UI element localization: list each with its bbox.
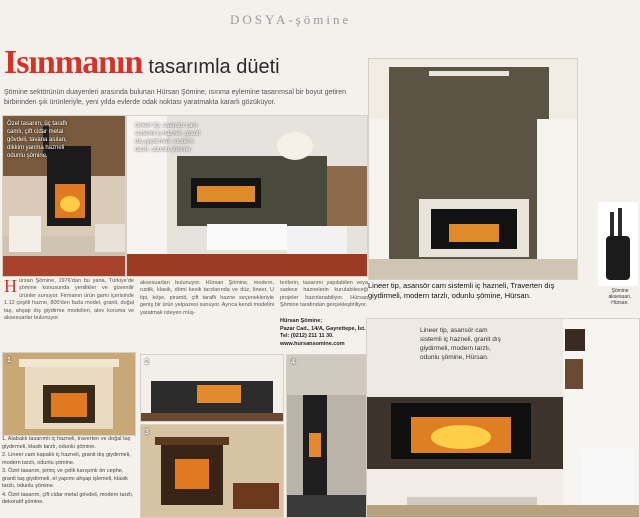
article-title <box>4 44 364 82</box>
photo2-caption: Lineer tip, asansör cam sistemli iç hazneli, granit dış giydirmeli, modern tarzlı, odunlu şömine. <box>135 123 201 153</box>
section-header: DOSYA-şömine <box>230 12 352 27</box>
body-col1-text: ürsan Şömine, 1976'dan bu yana, Türkiye'de şömine konusunda yenilikler ve güvenilir ürünler sunuyor. Firmanın ürün gamı içerisinde 1.12 çeşitli hazne, 800'den fazla model, granit, doğal taş, ahşap dış giydirme modelleri, alev koruma ve aksesuarlar bulunuyor. <box>4 278 134 322</box>
photo1-caption: Özel tasarım, üç taraflı camlı, çift cidar metal gövdeli, tavana asılan, dikkim yanma hazneli odunlu şömine. <box>7 121 68 159</box>
drop-cap: H <box>4 278 17 296</box>
badge-3: 3 <box>145 429 149 436</box>
photo-travertine-fireplace <box>368 58 578 280</box>
right-caption-bottom: Lineer tip, asansör cam sistemli iç hazneli, granit dış giydirmeli, modern tarzlı, odunlu şömine, Hürsan. <box>420 327 501 361</box>
lead-paragraph: Şömine sektörünün duayenleri arasında bulunan Hürsan Şömine, ısınma eylemine tasarımsal bir boyut getiren birbirinden şık ürünleriyle, yeni yılda evlerde odak noktası yaratmakta kararlı gözüküyor. <box>4 89 347 106</box>
title-sub: tasarımla düeti <box>148 56 280 78</box>
numbered-caption-1: 1. Alabalık tasarımlı iç hazneli, traverten ve doğal taş giydirmeli, klasik tarzlı, odunlu şömine. <box>2 436 131 450</box>
photo-hanging-fireplace <box>2 115 126 277</box>
body-column-3: terilerin, tasarımı yapılabilen veya sadece haznelerin kurulabileceği projeler hazırlanabiliyor. Hürsan Şömine tarafından gerçekleştiriliyor. <box>280 280 368 309</box>
numbered-caption-2: 2. Lineer cam kapaklı iç hazneli, granit dış giydirmeli, modern tarzlı, odunlu şömine. <box>2 452 131 466</box>
photo-linear-fireplace-room <box>126 115 368 277</box>
contact-address: Pazar Cad., 14/A, Gayrettepe, İst. <box>280 325 366 332</box>
photo-classic-fireplace <box>2 352 136 436</box>
photo-accessory <box>598 202 638 286</box>
numbered-captions <box>2 436 134 516</box>
right-caption-top: Lineer tip, asansör cam sistemli iç hazneli, Traverten dış giydirmeli, modern tarzlı, odunlu şömine, Hürsan. <box>368 281 555 300</box>
photo-lineer-granit <box>140 354 284 422</box>
contact-info <box>280 318 368 348</box>
contact-phone: Tel: (0212) 211 11 30. <box>280 333 334 339</box>
contact-website: www.hursansomine.com <box>280 340 345 347</box>
photo-metal-fireplace <box>286 354 368 518</box>
contact-name: Hürsan Şömine; <box>280 318 323 324</box>
title-main: Isınmanın <box>4 44 143 81</box>
numbered-caption-3: 3. Özel tasarım, pirinç ve çelik karışımlı ön cephe, granit taş giydirmeli, el yapımı ahşap işlemeli, klasik tarzlı, odunlu şömine. <box>2 468 128 489</box>
badge-2: 2 <box>145 359 149 366</box>
numbered-caption-4: 4. Özel tasarım, çift cidar metal gövdeli, modern tarzlı, dekoratif şömine. <box>2 491 134 505</box>
accessory-caption: Şömine aksesuarı, Hürsan. <box>608 288 632 306</box>
badge-1: 1 <box>7 357 11 364</box>
photo-ornate-fireplace <box>140 424 284 518</box>
badge-4: 4 <box>291 359 295 366</box>
body-column-1 <box>4 278 134 353</box>
body-column-2: aksesuarları bulunuyor. Hürsan Şömine, modern, rustik, klasik, dömi kesik tarzlarında ve düz, lineer, U tipi, köşe, piramit, çift taraflı hazne seçenekleriyle geniş bir ürün yelpazesi sunuyor. Ayrıca kendi modelini yaratmak isteyen müş- <box>140 280 274 316</box>
